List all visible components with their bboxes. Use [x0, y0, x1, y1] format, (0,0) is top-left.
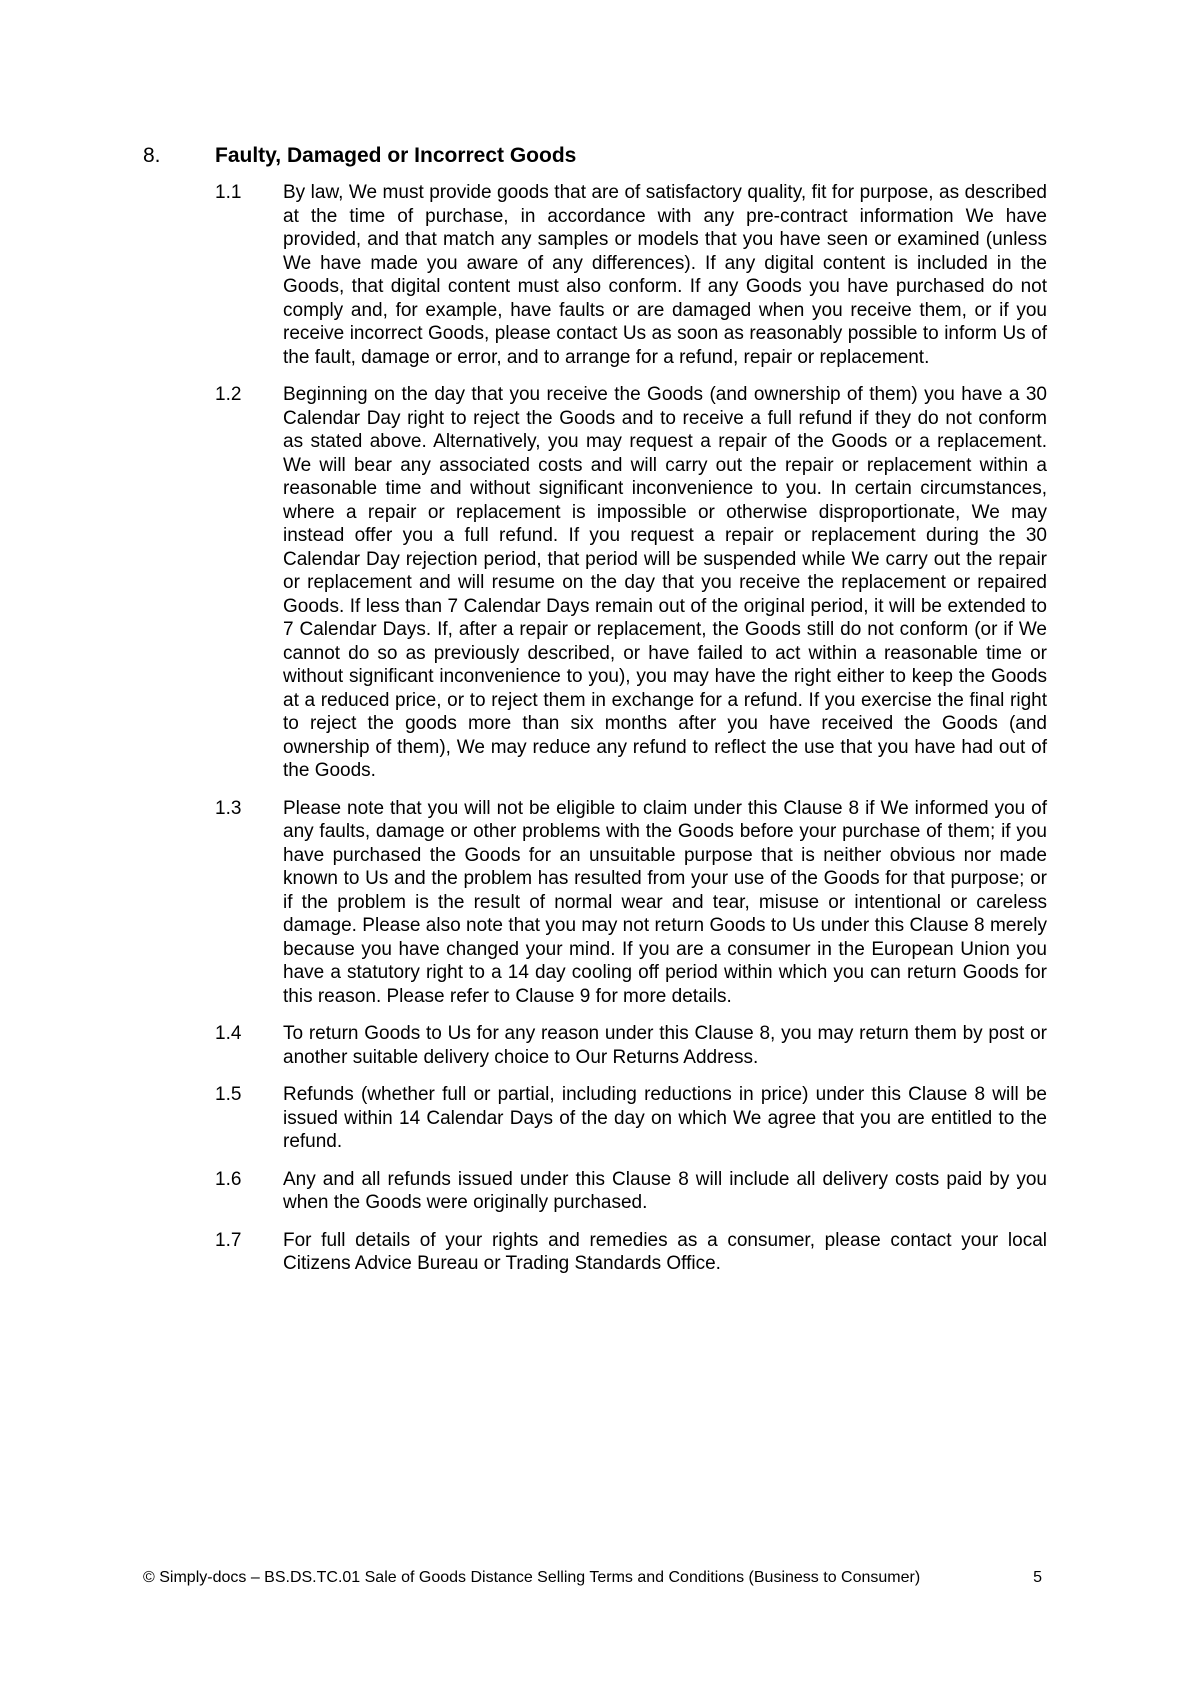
- clause-text: For full details of your rights and remedies as a consumer, please contact your local Citizens Advice Bureau or Trading Standards Office.: [283, 1229, 1047, 1274]
- section-heading: [143, 143, 1047, 169]
- clause-1-2: [143, 383, 1047, 783]
- clause-number: 1.6: [215, 1168, 242, 1190]
- page-content: [143, 143, 1047, 1290]
- clause-number: 1.3: [215, 797, 242, 819]
- clause-text: Any and all refunds issued under this Clause 8 will include all delivery costs paid by you when the Goods were originally purchased.: [283, 1168, 1047, 1213]
- clause-text: By law, We must provide goods that are of satisfactory quality, fit for purpose, as described at the time of purchase, in accordance with any pre-contract information We have provided, and that match any samples or models that you have seen or examined (unless We have made you aware of any differences). If any digital content is included in the Goods, that digital content must also conform. If any Goods you have purchased do not comply and, for example, have faults or are damaged when you receive them, or if you receive incorrect Goods, please contact Us as soon as reasonably possible to inform Us of the fault, damage or error, and to arrange for a refund, repair or replacement.: [283, 182, 1047, 368]
- clause-1-4: [143, 1022, 1047, 1069]
- section-title: Faulty, Damaged or Incorrect Goods: [215, 144, 577, 167]
- clause-number: 1.7: [215, 1229, 242, 1251]
- clause-text: Please note that you will not be eligible to claim under this Clause 8 if We informed you of any faults, damage or other problems with the Goods before your purchase of them; if you have purchased the Goods for an unsuitable purpose that is neither obvious nor made known to Us and the problem has resulted from your use of the Goods for that purpose; or if the problem is the result of normal wear and tear, misuse or intentional or careless damage. Please also note that you may not return Goods to Us under this Clause 8 merely because you have changed your mind. If you are a consumer in the European Union you have a statutory right to a 14 day cooling off period within which you can return Goods for this reason. Please refer to Clause 9 for more details.: [283, 797, 1047, 1007]
- clause-number: 1.4: [215, 1023, 242, 1044]
- section-number: 8.: [143, 144, 161, 167]
- page-footer: [143, 1568, 1042, 1587]
- clause-text: To return Goods to Us for any reason under this Clause 8, you may return them by post or another suitable delivery choice to Our Returns Address.: [283, 1023, 1047, 1068]
- clause-1-6: [143, 1168, 1047, 1215]
- clause-text: Refunds (whether full or partial, including reductions in price) under this Clause 8 will be issued within 14 Calendar Days of the day on which We agree that you are entitled to the refund.: [283, 1084, 1047, 1152]
- footer-copyright-text: © Simply-docs – BS.DS.TC.01 Sale of Goods Distance Selling Terms and Conditions (Business to Consumer): [143, 1569, 921, 1586]
- clause-1-3: [143, 797, 1047, 1009]
- clause-text: Beginning on the day that you receive the Goods (and ownership of them) you have a 30 Calendar Day right to reject the Goods and to receive a full refund if they do not conform as stated above. Alternatively, you may request a repair of the Goods or a replacement. We will bear any associated costs and will carry out the repair or replacement within a reasonable time and without significant inconvenience to you. In certain circumstances, where a repair or replacement is impossible or otherwise disproportionate, We may instead offer you a full refund. If you request a repair or replacement during the 30 Calendar Day rejection period, that period will be suspended while We carry out the repair or replacement and will resume on the day that you receive the replacement or repaired Goods. If less than 7 Calendar Days remain out of the original period, it will be extended to 7 Calendar Days. If, after a repair or replacement, the Goods still do not conform (or if We cannot do so as previously described, or have failed to act within a reasonable time or without significant inconvenience to you), you may have the right either to keep the Goods at a reduced price, or to reject them in exchange for a refund. If you exercise the final right to reject the goods more than six months after you have received the Goods (and ownership of them), We may reduce any refund to reflect the use that you have had out of the Goods.: [283, 384, 1047, 781]
- clause-number: 1.1: [215, 182, 242, 203]
- clause-number: 1.5: [215, 1084, 242, 1105]
- footer-page-number: 5: [1033, 1569, 1042, 1586]
- clause-number: 1.2: [215, 384, 242, 405]
- clause-1-5: [143, 1083, 1047, 1154]
- clause-1-1: [143, 181, 1047, 369]
- clause-1-7: [143, 1229, 1047, 1276]
